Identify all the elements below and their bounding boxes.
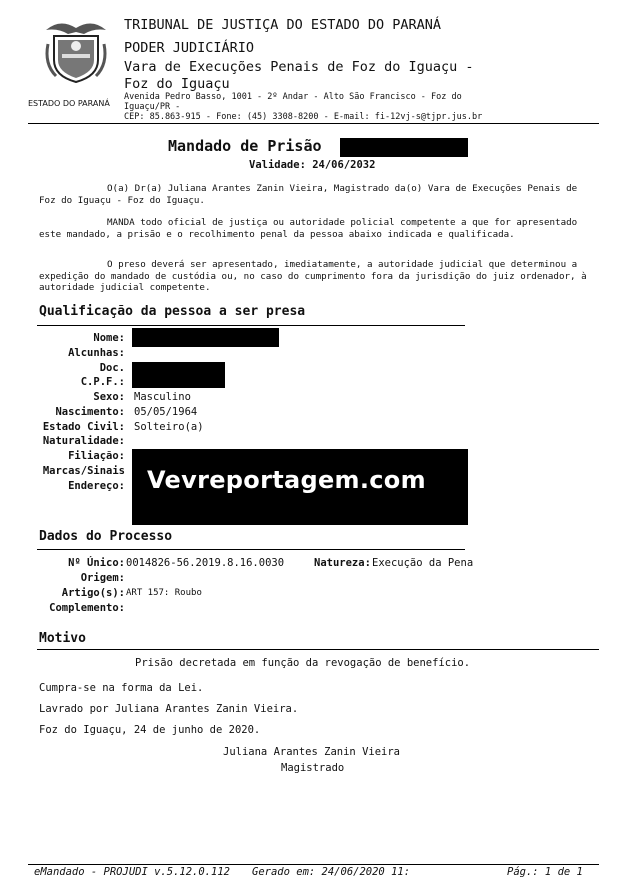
signer-role: Magistrado	[281, 762, 345, 774]
parana-coat-of-arms-icon	[40, 14, 112, 86]
process-label-numero: Nº Único:	[68, 557, 125, 569]
redacted-document	[132, 362, 225, 388]
field-label-nome: Nome:	[93, 332, 125, 344]
process-value-artigo: ART 157: Roubo	[126, 588, 202, 598]
process-label-artigo: Artigo(s):	[61, 587, 125, 599]
paragraph-magistrate	[39, 183, 589, 206]
court-address-line1: Avenida Pedro Basso, 1001 - 2º Andar - Alto São Francisco - Foz do	[124, 92, 462, 102]
watermark-text: Vevreportagem.com	[147, 466, 426, 494]
paragraph-order-text: MANDA todo oficial de justiça ou autoridade policial competente a que for apresentado este mandado, a prisão e o recolhimento penal da pessoa abaixo indicada e qualificada.	[39, 217, 578, 240]
state-label: ESTADO DO PARANÁ	[28, 99, 110, 108]
field-label-naturalidade: Naturalidade:	[42, 435, 125, 447]
process-label-natureza: Natureza:	[314, 557, 371, 569]
court-contact: CEP: 85.863-915 - Fone: (45) 3308-8200 - E-mail: fi-12vj-s@tjpr.jus.br	[124, 112, 483, 122]
header-divider	[28, 123, 599, 124]
court-city: Foz do Iguaçu	[124, 76, 230, 92]
field-value-sexo: Masculino	[134, 391, 191, 403]
motivo-section-rule	[37, 649, 599, 650]
field-label-doc: Doc.	[99, 362, 125, 374]
field-label-filiacao: Filiação:	[68, 450, 125, 462]
motivo-section-title: Motivo	[39, 631, 86, 646]
court-address-line2: Iguaçu/PR -	[124, 102, 181, 112]
field-label-endereco: Endereço:	[68, 480, 125, 492]
field-label-estado-civil: Estado Civil:	[42, 421, 125, 433]
field-label-alcunhas: Alcunhas:	[68, 347, 125, 359]
redacted-warrant-number	[340, 138, 468, 157]
closing-line-3: Foz do Iguaçu, 24 de junho de 2020.	[39, 724, 261, 736]
field-label-sexo: Sexo:	[93, 391, 125, 403]
field-value-nascimento: 05/05/1964	[134, 406, 198, 418]
field-label-marcas: Marcas/Sinais	[42, 465, 125, 477]
person-section-rule	[37, 325, 465, 326]
field-value-estado-civil: Solteiro(a)	[134, 421, 204, 433]
paragraph-presentation	[39, 259, 589, 294]
field-label-cpf: C.P.F.:	[80, 376, 125, 388]
process-value-natureza: Execução da Pena	[372, 557, 474, 569]
court-division: Vara de Execuções Penais de Foz do Iguaçu -	[124, 59, 474, 75]
redacted-name	[132, 328, 279, 347]
footer-system: eMandado - PROJUDI v.5.12.0.112	[34, 866, 230, 878]
process-label-complemento: Complemento:	[49, 602, 125, 614]
judiciary-label: PODER JUDICIÁRIO	[124, 40, 255, 56]
process-section-title: Dados do Processo	[39, 529, 173, 544]
closing-line-2: Lavrado por Juliana Arantes Zanin Vieira.	[39, 703, 299, 715]
validity: Validade: 24/06/2032	[249, 159, 376, 171]
field-label-nascimento: Nascimento:	[55, 406, 125, 418]
closing-line-1: Cumpra-se na forma da Lei.	[39, 682, 204, 694]
footer-page: Pág.: 1 de 1	[507, 866, 583, 878]
signer-name: Juliana Arantes Zanin Vieira	[223, 746, 401, 758]
motivo-text: Prisão decretada em função da revogação de benefício.	[135, 657, 471, 669]
paragraph-presentation-text: O preso deverá ser apresentado, imediatamente, a autoridade judicial que determinou a expedição do mandado de custódia ou, no caso do cumprimento fora da jurisdição do juiz ordenador, à autoridade judicial competente.	[39, 259, 587, 293]
process-section-rule	[37, 549, 465, 550]
person-section-title: Qualificação da pessoa a ser presa	[39, 304, 306, 319]
court-name: TRIBUNAL DE JUSTIÇA DO ESTADO DO PARANÁ	[124, 17, 441, 33]
process-value-numero: 0014826-56.2019.8.16.0030	[126, 557, 285, 569]
footer-divider	[28, 864, 599, 865]
process-label-origem: Origem:	[80, 572, 125, 584]
paragraph-order	[39, 217, 589, 240]
paragraph-magistrate-text: O(a) Dr(a) Juliana Arantes Zanin Vieira, Magistrado da(o) Vara de Execuções Penais de Foz do Iguaçu - Foz do Iguaçu.	[39, 183, 578, 206]
document-title: Mandado de Prisão	[168, 137, 322, 155]
footer-generated: Gerado em: 24/06/2020 11:	[252, 866, 411, 878]
